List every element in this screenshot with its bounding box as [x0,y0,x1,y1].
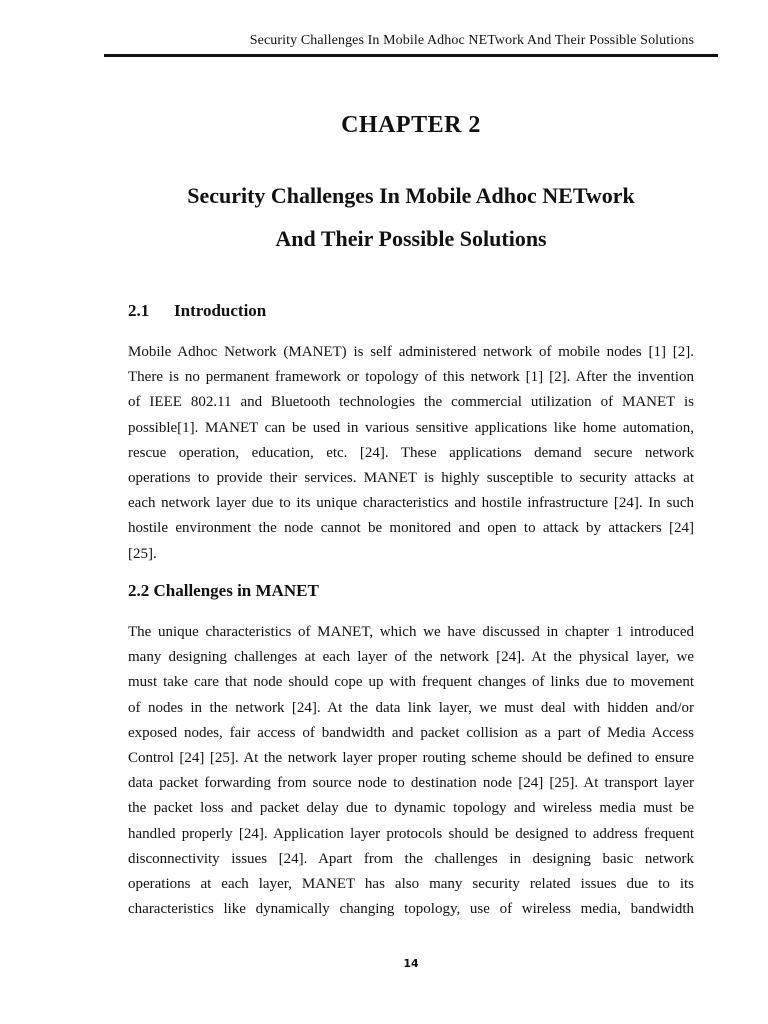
paragraph-line: The unique characteristics of MANET, which we have discussed in chapter 1 introduced [128,624,694,640]
section-title: Challenges in MANET [153,581,319,600]
paragraph-line: exposed nodes, fair access of bandwidth and packet collision as a part of Media Access [128,724,694,741]
paragraph-line: hostile environment the node cannot be monitored and open to attack by attackers [24] [128,520,694,537]
challenges-paragraph [128,620,694,922]
section-number: 2.1 [128,301,150,320]
introduction-paragraph [128,340,694,567]
paragraph-line: Mobile Adhoc Network (MANET) is self administered network of mobile nodes [1] [2]. [128,344,694,360]
section-title: Introduction [174,301,267,320]
paragraph-line: rescue operation, education, etc. [24]. These applications demand secure network [128,444,694,461]
section-heading-challenges [128,581,319,601]
paragraph-line: handled properly [24]. Application layer protocols should be designed to address frequent [128,825,694,842]
paragraph-line: data packet forwarding from source node to destination node [24] [25]. At transport layer [128,775,694,792]
paragraph-line: operations to provide their services. MANET is highly susceptible to security attacks at [128,469,694,486]
section-heading-introduction [128,301,266,321]
chapter-label: CHAPTER 2 [341,112,481,138]
header-rule [104,54,718,57]
paragraph-line: Control [24] [25]. At the network layer proper routing scheme should be defined to ensure [128,749,694,766]
section-number: 2.2 [128,581,150,600]
paragraph-line: must take care that node should cope up with frequent changes of links due to movement [128,674,694,691]
paragraph-line: the packet loss and packet delay due to dynamic topology and wireless media must be [128,800,694,817]
chapter-title-line-2: And Their Possible Solutions [275,226,547,251]
paragraph-line: disconnectivity issues [24]. Apart from the challenges in designing basic network [128,850,694,867]
page-number: 14 [403,957,419,970]
paragraph-line: operations at each layer, MANET has also many security related issues due to its [128,875,694,892]
paragraph-line: possible[1]. MANET can be used in various sensitive applications like home automation, [128,419,694,436]
paragraph-line: of IEEE 802.11 and Bluetooth technologies the commercial utilization of MANET is [128,394,694,411]
paragraph-line: characteristics like dynamically changing topology, use of wireless media, bandwidth [128,901,694,918]
paragraph-line: each network layer due to its unique characteristics and hostile infrastructure [24]. In such [128,495,694,512]
chapter-title [128,174,694,260]
chapter-title-line-1: Security Challenges In Mobile Adhoc NETwork [187,183,635,208]
paragraph-line: There is no permanent framework or topology of this network [1] [2]. After the invention [128,369,694,386]
paragraph-line: of nodes in the network [24]. At the data link layer, we must deal with hidden and/or [128,699,694,716]
paragraph-line: many designing challenges at each layer of the network [24]. At the physical layer, we [128,649,694,666]
running-header: Security Challenges In Mobile Adhoc NETwork And Their Possible Solutions [249,33,694,48]
paragraph-line: [25]. [128,545,157,562]
